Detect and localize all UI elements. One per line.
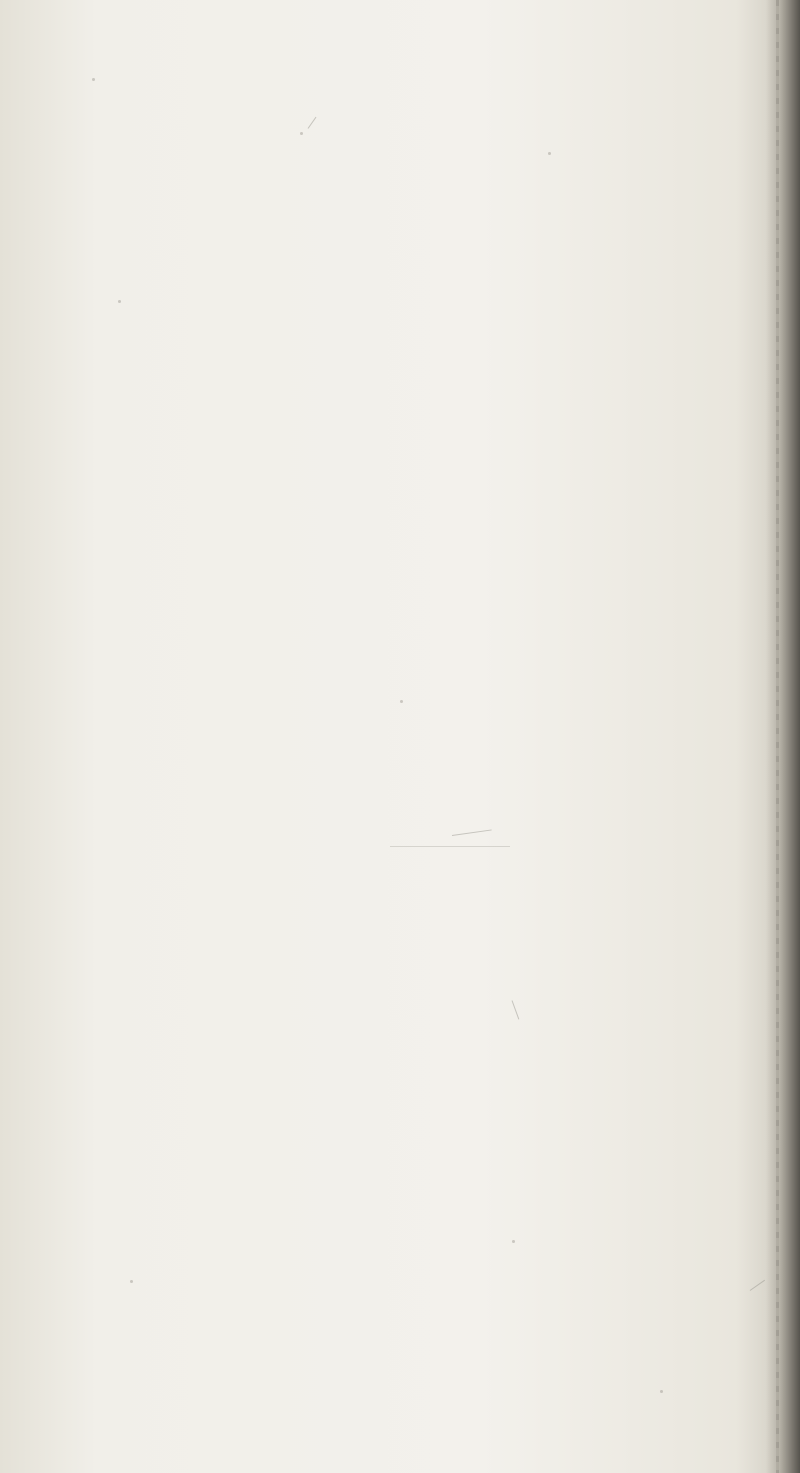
stray-mark (750, 1280, 765, 1291)
running-header-bleed (170, 150, 670, 190)
paper-speck (130, 1280, 133, 1283)
table-row (170, 820, 730, 836)
paper-speck (118, 300, 121, 303)
paper-speck (300, 132, 303, 135)
binding-edge (766, 0, 800, 1473)
table-rule (390, 846, 510, 847)
table-row (170, 900, 730, 916)
paper-speck (660, 1390, 663, 1393)
paper-speck (92, 78, 95, 81)
paper-speck (400, 700, 403, 703)
table-row (170, 916, 730, 932)
table-row (170, 836, 730, 852)
table-row (170, 948, 730, 964)
stray-mark (512, 1000, 520, 1019)
table-row (170, 852, 730, 868)
stray-mark (308, 117, 317, 129)
table-bleed (170, 820, 730, 990)
paper-speck (512, 1240, 515, 1243)
table-row (170, 868, 730, 884)
table-row (170, 932, 730, 948)
table-row (170, 884, 730, 900)
table-row (170, 964, 730, 980)
paper-speck (548, 152, 551, 155)
